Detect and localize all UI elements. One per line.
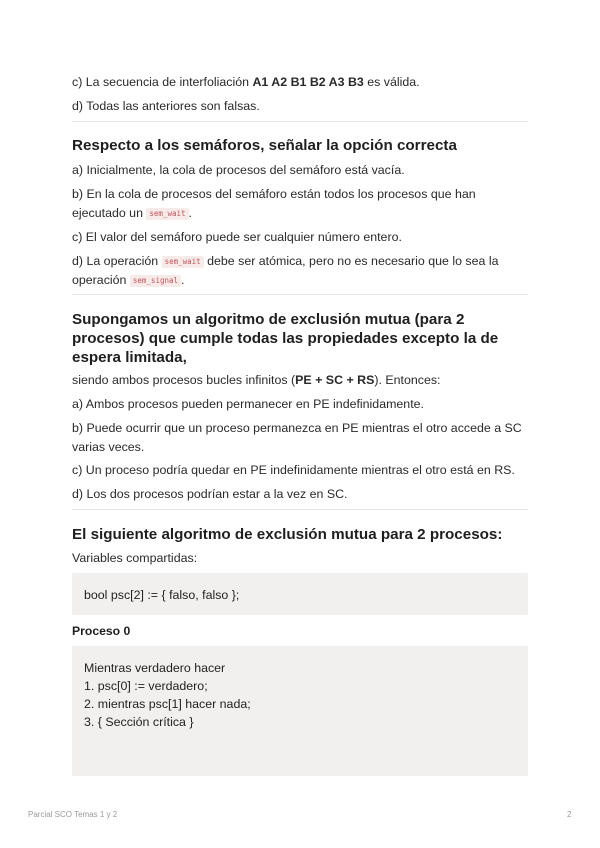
footer-title: Parcial SCO Temas 1 y 2 (28, 810, 118, 819)
code-block-shared (72, 573, 528, 615)
code-lines (72, 646, 528, 744)
page-number: 2 (567, 810, 572, 819)
option-c-sequence: A1 A2 B1 B2 A3 B3 (252, 75, 364, 89)
code-block-process-0 (72, 646, 528, 776)
divider (72, 294, 528, 295)
option-d (72, 252, 528, 290)
option-d: d) Todas las anteriores son falsas. (72, 99, 260, 113)
question-title-exclusion-mutua: Supongamos un algoritmo de exclusión mutua (para 2 procesos) que cumple todas las propiedades excepto la de espera limitada, (72, 311, 499, 366)
option-c-text: c) La secuencia de interfoliación (72, 75, 253, 89)
option-a: a) Inicialmente, la cola de procesos del semáforo está vacía. (72, 163, 405, 177)
code-line: 3. { Sección crítica } (84, 715, 194, 729)
option-c: c) El valor del semáforo puede ser cualquier número entero. (72, 230, 402, 244)
option-c (72, 73, 528, 92)
option-c: c) Un proceso podría quedar en PE indefinidamente mientras el otro está en RS. (72, 463, 515, 477)
option-b: b) Puede ocurrir que un proceso permanezca en PE mientras el otro accede a SC varias veces. (72, 421, 522, 454)
intro-suffix: ). Entonces: (374, 373, 441, 387)
shared-variables-label: Variables compartidas: (72, 551, 198, 565)
process-label: Proceso 0 (72, 624, 131, 638)
divider (72, 509, 528, 510)
option-d-text: d) La operación (72, 254, 162, 268)
option-c-suffix: es válida. (363, 75, 420, 89)
inline-code: sem_wait (146, 208, 188, 220)
inline-code: sem_signal (130, 275, 181, 287)
option-d-text-mid: debe ser atómica, pero no es necesario que lo sea la operación (72, 254, 499, 287)
divider (72, 121, 528, 122)
option-b (72, 185, 528, 223)
question-intro (72, 371, 528, 390)
option-b-text: b) En la cola de procesos del semáforo están todos los procesos que han ejecutado un (72, 187, 476, 220)
option-b-suffix: . (188, 206, 192, 220)
intro-text: siendo ambos procesos bucles infinitos ( (72, 373, 296, 387)
code-line: Mientras verdadero hacer (84, 661, 226, 675)
inline-code: sem_wait (162, 256, 204, 268)
question-title-algoritmo: El siguiente algoritmo de exclusión mutua para 2 procesos: (72, 526, 503, 543)
code-line: bool psc[2] := { falso, falso }; (84, 588, 240, 602)
intro-bold: PE + SC + RS (295, 373, 375, 387)
option-d: d) Los dos procesos podrían estar a la vez en SC. (72, 487, 348, 501)
code-line: 2. mientras psc[1] hacer nada; (84, 697, 251, 711)
option-d-suffix: . (181, 273, 185, 287)
code-line: 1. psc[0] := verdadero; (84, 679, 208, 693)
question-title-semaforos: Respecto a los semáforos, señalar la opción correcta (72, 137, 457, 154)
option-a: a) Ambos procesos pueden permanecer en PE indefinidamente. (72, 397, 424, 411)
